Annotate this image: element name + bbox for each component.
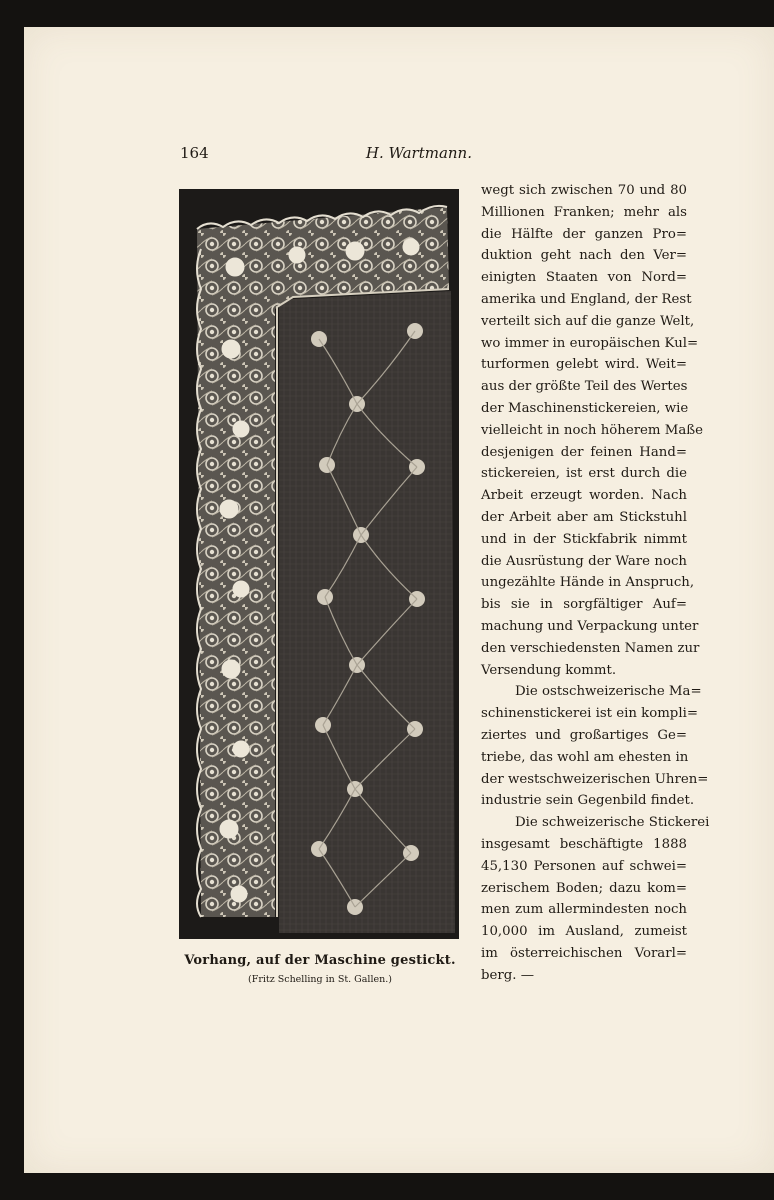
- text-line: die Ausrüstung der Ware noch: [481, 553, 687, 569]
- text-line: turformen gelebt wird. Weit=: [481, 357, 687, 373]
- text-line: Die ostschweizerische Ma=: [515, 684, 702, 700]
- text-line: Die schweizerische Stickerei: [515, 815, 710, 831]
- text-line: und in der Stickfabrik nimmt: [481, 531, 687, 547]
- running-head: H. Wartmann.: [365, 144, 472, 162]
- text-line: desjenigen der feinen Hand=: [481, 444, 687, 460]
- page-number: 164: [180, 144, 209, 162]
- text-line: 10,000 im Ausland, zumeist: [481, 924, 687, 940]
- text-line: ungezählte Hände in Anspruch,: [481, 575, 695, 591]
- text-line: ziertes und großartiges Ge=: [481, 727, 687, 743]
- text-line: machung und Verpackung unter: [481, 618, 699, 634]
- text-line: wegt sich zwischen 70 und 80: [481, 183, 687, 198]
- text-line: die Hälfte der ganzen Pro=: [481, 226, 687, 242]
- text-line: amerika und England, der Rest: [481, 291, 692, 307]
- body-text: [481, 180, 710, 986]
- text-line: vielleicht in noch höherem Maße: [481, 422, 704, 438]
- text-line: der Arbeit aber am Stickstuhl: [481, 509, 687, 525]
- curtain-image: [179, 189, 459, 939]
- text-line: der Maschinenstickereien, wie: [481, 400, 689, 416]
- text-line: berg. —: [481, 967, 534, 983]
- text-line: den verschiedensten Namen zur: [481, 640, 700, 656]
- text-line: bis sie in sorgfältiger Auf=: [481, 597, 687, 613]
- text-line: der westschweizerischen Uhren=: [481, 771, 709, 787]
- text-line: triebe, das wohl am ehesten in: [481, 749, 689, 765]
- text-line: aus der größte Teil des Wertes: [481, 379, 688, 395]
- text-line: einigten Staaten von Nord=: [481, 270, 687, 286]
- text-line: Versendung kommt.: [481, 662, 617, 678]
- embroidered-curtain-illustration: [179, 189, 459, 939]
- text-line: im österreichischen Vorarl=: [481, 945, 687, 961]
- text-line: Millionen Franken; mehr als: [481, 204, 687, 220]
- text-line: Arbeit erzeugt worden. Nach: [481, 488, 687, 504]
- text-line: 45,130 Personen auf schwei=: [481, 858, 687, 874]
- text-line: verteilt sich auf die ganze Welt,: [481, 313, 695, 329]
- text-line: insgesamt beschäftigte 1888: [481, 836, 687, 852]
- text-line: stickereien, ist erst durch die: [481, 466, 687, 482]
- text-line: schinenstickerei ist ein kompli=: [481, 706, 698, 722]
- page-header: [180, 144, 472, 166]
- text-line: wo immer in europäischen Kul=: [481, 335, 699, 351]
- caption-title: Vorhang, auf der Maschine gestickt.: [184, 953, 456, 968]
- text-line: men zum allermindesten noch: [481, 902, 687, 918]
- figure-caption: [160, 953, 480, 985]
- text-line: zerischem Boden; dazu kom=: [481, 880, 687, 896]
- caption-credit: (Fritz Schelling in St. Gallen.): [248, 974, 392, 985]
- text-line: duktion geht nach den Ver=: [481, 248, 687, 264]
- text-line: industrie sein Gegenbild findet.: [481, 793, 695, 809]
